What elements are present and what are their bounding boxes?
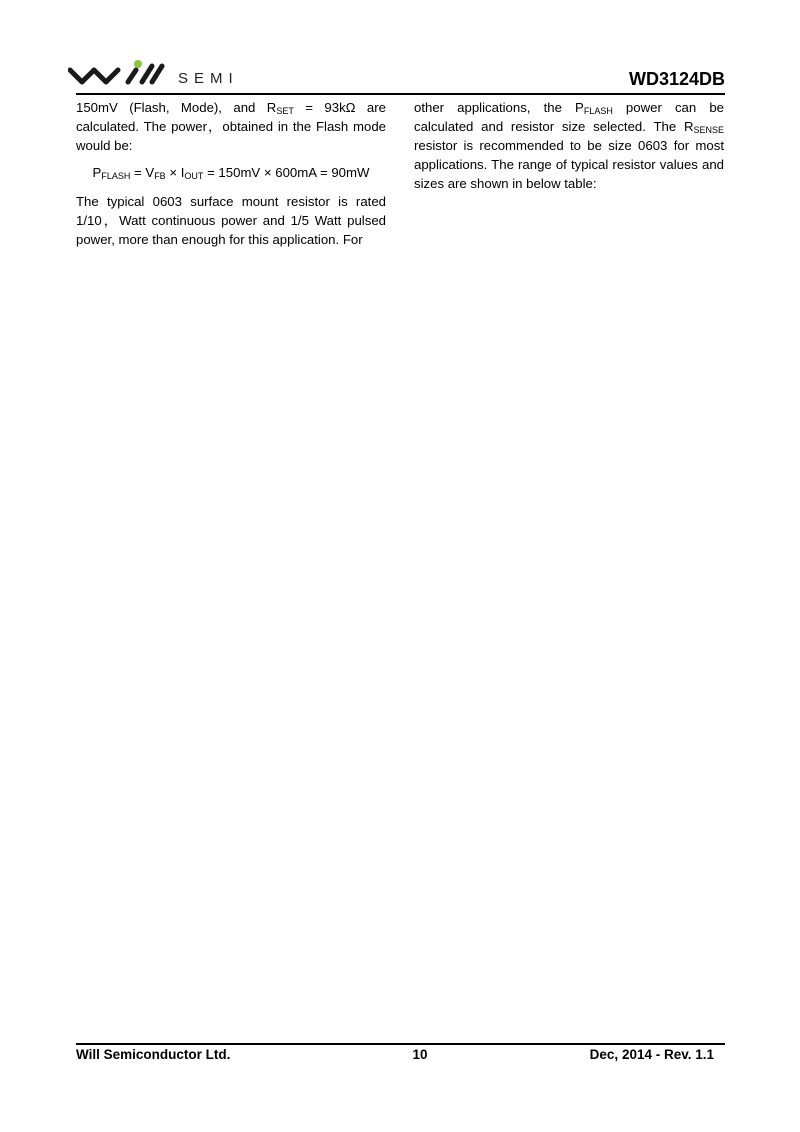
right-paragraph-1: other applications, the $P_{FLASH}$ power can be calculated and resistor size selected. The $R_{SENSE}$ resistor is recommended to be size 0603 for most applications. The range of typical resistor values and sizes are shown in below table:	[414, 100, 724, 191]
footer-company: Will Semiconductor Ltd.	[76, 1047, 231, 1062]
left-paragraph-1: 150mV (Flash, Mode), and $R_{SET} = 93k\Omega$ are calculated. The power，obtained in the Flash mode would be:	[76, 100, 386, 153]
footer-revision: Dec, 2014 - Rev. 1.1	[589, 1047, 714, 1062]
header-rule	[76, 93, 725, 95]
footer-rule	[76, 1043, 725, 1045]
document-code: WD3124DB	[628, 69, 725, 89]
right-column	[414, 98, 724, 193]
semi-label: SEMI	[178, 70, 239, 87]
page-number: 10	[412, 1047, 428, 1062]
left-column	[76, 98, 386, 249]
left-paragraph-2: The typical 0603 surface mount resistor is rated 1/10，Watt continuous power and 1/5 Watt pulsed power, more than enough for this application. For	[76, 194, 386, 247]
power-equation: $P_{FLASH} = V_{FB} \times I_{OUT} = 150mV \times 600mA = 90mW$	[92, 165, 370, 181]
